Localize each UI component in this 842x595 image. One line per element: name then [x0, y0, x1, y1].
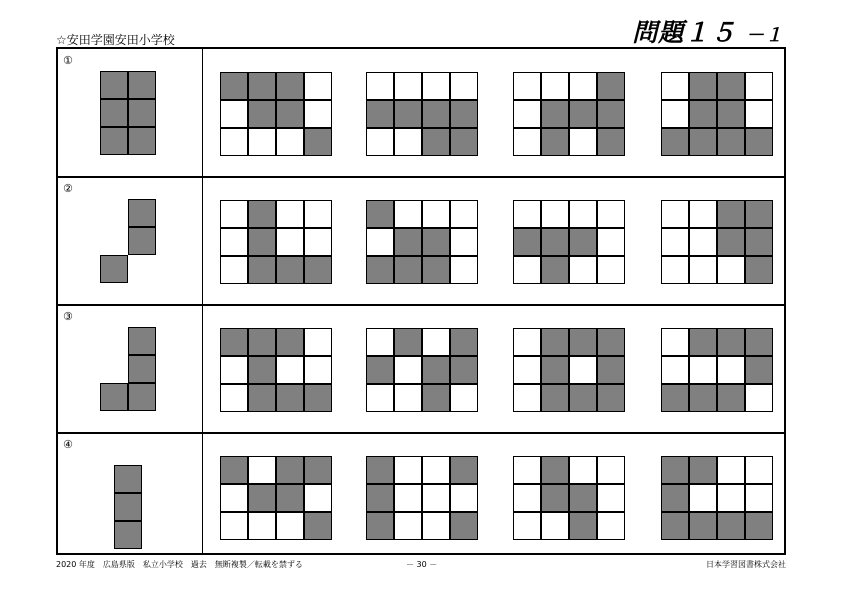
empty-cell	[276, 512, 304, 540]
shaded-cell	[422, 256, 450, 284]
shaded-cell	[513, 228, 541, 256]
shaded-cell	[541, 128, 569, 156]
empty-cell	[394, 72, 422, 100]
shaded-cell	[717, 72, 745, 100]
empty-cell	[745, 100, 773, 128]
empty-cell	[661, 328, 689, 356]
empty-cell	[569, 72, 597, 100]
empty-cell	[745, 484, 773, 512]
shaded-cell	[661, 456, 689, 484]
empty-cell	[394, 456, 422, 484]
shaded-cell	[366, 200, 394, 228]
empty-cell	[513, 356, 541, 384]
shaded-cell	[100, 127, 128, 155]
shaded-cell	[745, 200, 773, 228]
school-name: ☆安田学園安田小学校	[56, 33, 175, 47]
empty-cell	[366, 72, 394, 100]
empty-cell	[717, 484, 745, 512]
empty-cell	[394, 200, 422, 228]
empty-cell	[513, 328, 541, 356]
row-number: ①	[63, 54, 73, 67]
shaded-cell	[394, 228, 422, 256]
empty-cell	[220, 100, 248, 128]
row-number: ②	[63, 182, 73, 195]
empty-cell	[450, 200, 478, 228]
shaded-cell	[276, 484, 304, 512]
shaded-cell	[450, 100, 478, 128]
shaded-cell	[745, 228, 773, 256]
empty-cell	[248, 512, 276, 540]
empty-cell	[689, 228, 717, 256]
empty-cell	[597, 456, 625, 484]
shaded-cell	[220, 328, 248, 356]
empty-cell	[394, 128, 422, 156]
empty-cell	[661, 356, 689, 384]
shaded-cell	[569, 228, 597, 256]
empty-cell	[661, 200, 689, 228]
shaded-cell	[745, 256, 773, 284]
shaded-cell	[366, 456, 394, 484]
shaded-cell	[450, 356, 478, 384]
shaded-cell	[541, 456, 569, 484]
empty-cell	[745, 72, 773, 100]
shaded-cell	[304, 256, 332, 284]
empty-cell	[248, 128, 276, 156]
empty-cell	[513, 72, 541, 100]
empty-cell	[661, 100, 689, 128]
shaded-cell	[689, 328, 717, 356]
shaded-cell	[304, 384, 332, 412]
empty-cell	[276, 356, 304, 384]
empty-cell	[220, 256, 248, 284]
shaded-cell	[745, 512, 773, 540]
shaded-cell	[248, 256, 276, 284]
shaded-cell	[569, 484, 597, 512]
empty-cell	[304, 72, 332, 100]
shaded-cell	[276, 384, 304, 412]
shaded-cell	[597, 328, 625, 356]
shaded-cell	[422, 128, 450, 156]
shaded-cell	[422, 356, 450, 384]
shaded-cell	[304, 456, 332, 484]
question-subnumber: －１	[746, 25, 784, 46]
question-number: 問題１５	[632, 18, 737, 47]
empty-cell	[220, 512, 248, 540]
shaded-cell	[422, 384, 450, 412]
empty-cell	[422, 72, 450, 100]
empty-cell	[745, 456, 773, 484]
empty-cell	[366, 328, 394, 356]
shaded-cell	[717, 128, 745, 156]
shaded-cell	[689, 100, 717, 128]
shaded-cell	[745, 328, 773, 356]
empty-cell	[422, 512, 450, 540]
empty-cell	[220, 128, 248, 156]
shaded-cell	[597, 72, 625, 100]
shaded-cell	[128, 71, 156, 99]
shaded-cell	[541, 328, 569, 356]
shaded-cell	[569, 328, 597, 356]
empty-cell	[450, 384, 478, 412]
shaded-cell	[450, 128, 478, 156]
empty-cell	[450, 228, 478, 256]
shaded-cell	[100, 255, 128, 283]
empty-cell	[513, 128, 541, 156]
shaded-cell	[248, 200, 276, 228]
shaded-cell	[276, 256, 304, 284]
shaded-cell	[114, 465, 142, 493]
shaded-cell	[450, 328, 478, 356]
shaded-cell	[394, 328, 422, 356]
row-number: ③	[63, 310, 73, 323]
empty-cell	[513, 256, 541, 284]
empty-cell	[304, 228, 332, 256]
empty-cell	[220, 228, 248, 256]
shaded-cell	[114, 493, 142, 521]
empty-cell	[541, 72, 569, 100]
shaded-cell	[541, 100, 569, 128]
shaded-cell	[541, 256, 569, 284]
shaded-cell	[745, 128, 773, 156]
shaded-cell	[100, 71, 128, 99]
shaded-cell	[422, 100, 450, 128]
shaded-cell	[248, 228, 276, 256]
empty-cell	[366, 128, 394, 156]
empty-cell	[220, 356, 248, 384]
empty-cell	[422, 200, 450, 228]
empty-cell	[450, 256, 478, 284]
shaded-cell	[597, 128, 625, 156]
empty-cell	[366, 228, 394, 256]
shaded-cell	[541, 484, 569, 512]
empty-cell	[597, 256, 625, 284]
shaded-cell	[128, 227, 156, 255]
shaded-cell	[689, 384, 717, 412]
shaded-cell	[597, 384, 625, 412]
empty-cell	[304, 100, 332, 128]
empty-cell	[689, 484, 717, 512]
shaded-cell	[304, 128, 332, 156]
shaded-cell	[597, 100, 625, 128]
shaded-cell	[394, 256, 422, 284]
shaded-cell	[661, 128, 689, 156]
shaded-cell	[276, 100, 304, 128]
shaded-cell	[717, 512, 745, 540]
empty-cell	[717, 256, 745, 284]
footer-publisher: 日本学習図書株式会社	[706, 560, 786, 569]
shaded-cell	[717, 200, 745, 228]
shaded-cell	[661, 384, 689, 412]
row-divider	[58, 304, 784, 306]
empty-cell	[569, 256, 597, 284]
empty-cell	[394, 484, 422, 512]
shaded-cell	[689, 128, 717, 156]
shaded-cell	[128, 383, 156, 411]
shaded-cell	[422, 228, 450, 256]
empty-cell	[513, 100, 541, 128]
footer-copyright: 2020 年度 広島県版 私立小学校 過去 無断複製／転載を禁ずる	[56, 560, 303, 569]
empty-cell	[717, 456, 745, 484]
empty-cell	[220, 384, 248, 412]
empty-cell	[394, 356, 422, 384]
shaded-cell	[541, 384, 569, 412]
shaded-cell	[248, 484, 276, 512]
shaded-cell	[276, 456, 304, 484]
row-divider	[58, 176, 784, 178]
empty-cell	[689, 356, 717, 384]
empty-cell	[569, 200, 597, 228]
shaded-cell	[248, 100, 276, 128]
shaded-cell	[569, 100, 597, 128]
shaded-cell	[541, 228, 569, 256]
empty-cell	[745, 384, 773, 412]
empty-cell	[689, 200, 717, 228]
shaded-cell	[220, 456, 248, 484]
shaded-cell	[394, 100, 422, 128]
empty-cell	[541, 512, 569, 540]
empty-cell	[366, 384, 394, 412]
question-title	[632, 19, 784, 50]
shaded-cell	[661, 512, 689, 540]
empty-cell	[569, 356, 597, 384]
shaded-cell	[304, 512, 332, 540]
empty-cell	[513, 484, 541, 512]
shaded-cell	[100, 383, 128, 411]
shaded-cell	[569, 512, 597, 540]
empty-cell	[220, 484, 248, 512]
shaded-cell	[689, 72, 717, 100]
shaded-cell	[128, 99, 156, 127]
shaded-cell	[128, 127, 156, 155]
empty-cell	[304, 484, 332, 512]
empty-cell	[569, 456, 597, 484]
shaded-cell	[366, 512, 394, 540]
shaded-cell	[248, 384, 276, 412]
empty-cell	[661, 72, 689, 100]
row-number: ④	[63, 438, 73, 451]
empty-cell	[220, 200, 248, 228]
shaded-cell	[541, 356, 569, 384]
shaded-cell	[248, 328, 276, 356]
empty-cell	[569, 128, 597, 156]
empty-cell	[276, 200, 304, 228]
empty-cell	[276, 128, 304, 156]
worksheet-table	[56, 47, 786, 555]
column-divider	[202, 49, 203, 553]
shaded-cell	[717, 100, 745, 128]
shaded-cell	[450, 456, 478, 484]
shaded-cell	[128, 327, 156, 355]
empty-cell	[597, 200, 625, 228]
empty-cell	[597, 228, 625, 256]
shaded-cell	[276, 328, 304, 356]
shaded-cell	[128, 355, 156, 383]
empty-cell	[422, 328, 450, 356]
empty-cell	[394, 384, 422, 412]
empty-cell	[276, 228, 304, 256]
empty-cell	[597, 512, 625, 540]
empty-cell	[661, 256, 689, 284]
shaded-cell	[597, 356, 625, 384]
shaded-cell	[366, 484, 394, 512]
empty-cell	[304, 200, 332, 228]
shaded-cell	[114, 521, 142, 549]
empty-cell	[422, 456, 450, 484]
shaded-cell	[366, 356, 394, 384]
shaded-cell	[689, 512, 717, 540]
empty-cell	[248, 456, 276, 484]
empty-cell	[513, 512, 541, 540]
shaded-cell	[248, 72, 276, 100]
shaded-cell	[450, 512, 478, 540]
shaded-cell	[100, 99, 128, 127]
shaded-cell	[569, 384, 597, 412]
shaded-cell	[128, 199, 156, 227]
empty-cell	[304, 328, 332, 356]
shaded-cell	[717, 328, 745, 356]
empty-cell	[394, 512, 422, 540]
empty-cell	[450, 484, 478, 512]
shaded-cell	[661, 484, 689, 512]
shaded-cell	[745, 356, 773, 384]
empty-cell	[513, 456, 541, 484]
shaded-cell	[717, 228, 745, 256]
empty-cell	[513, 200, 541, 228]
empty-cell	[597, 484, 625, 512]
shaded-cell	[366, 100, 394, 128]
empty-cell	[689, 256, 717, 284]
shaded-cell	[276, 72, 304, 100]
empty-cell	[513, 384, 541, 412]
empty-cell	[450, 72, 478, 100]
empty-cell	[304, 356, 332, 384]
shaded-cell	[366, 256, 394, 284]
shaded-cell	[689, 456, 717, 484]
row-divider	[58, 432, 784, 434]
footer-page-number: － 30 －	[406, 560, 438, 569]
shaded-cell	[220, 72, 248, 100]
empty-cell	[422, 484, 450, 512]
empty-cell	[661, 228, 689, 256]
shaded-cell	[248, 356, 276, 384]
empty-cell	[717, 356, 745, 384]
empty-cell	[541, 200, 569, 228]
shaded-cell	[717, 384, 745, 412]
